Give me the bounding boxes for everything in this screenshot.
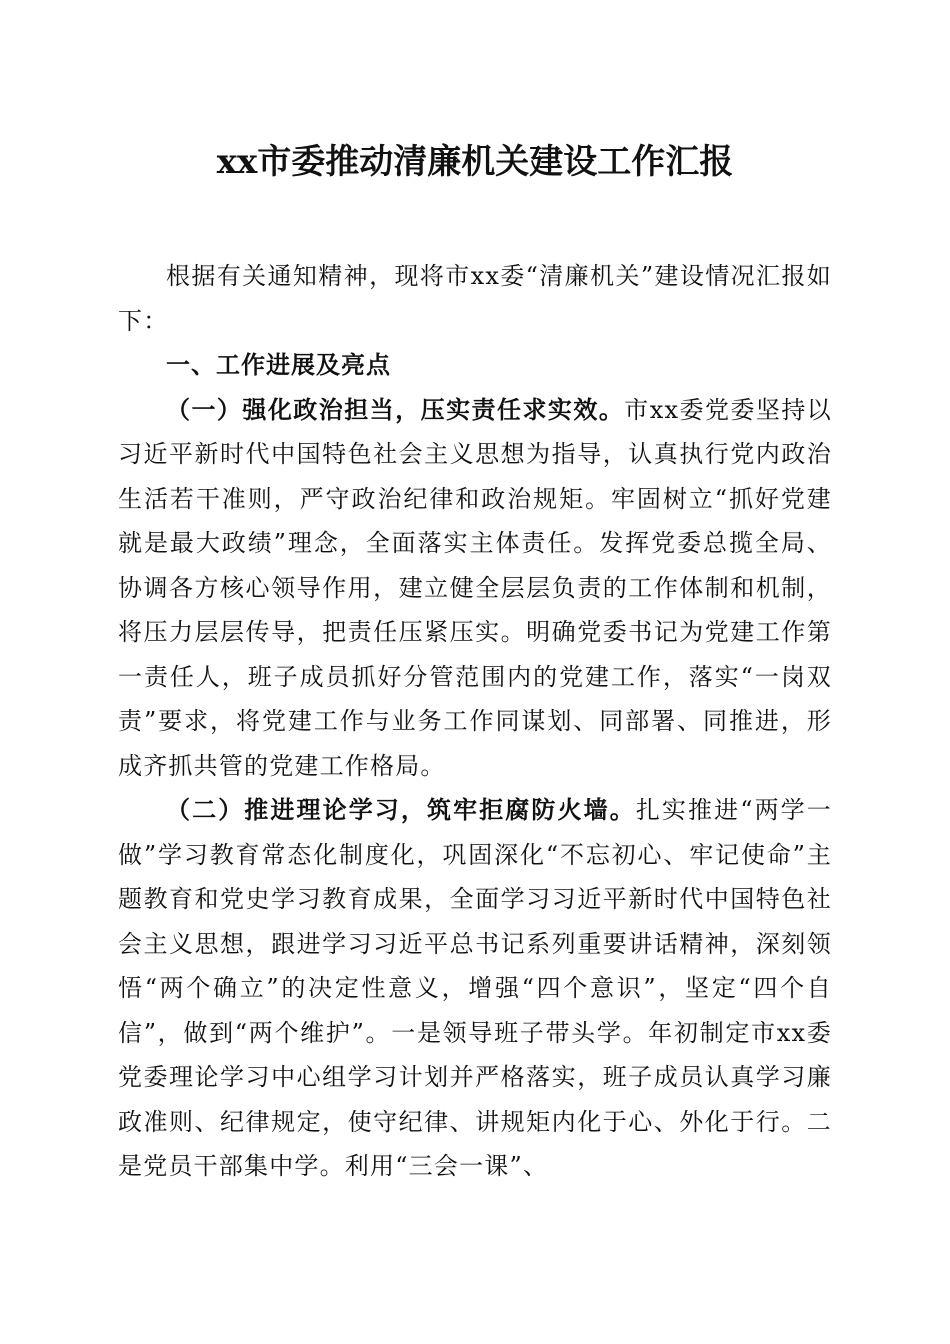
section-1-item-1-paragraph: [118, 388, 832, 789]
section-1-item-2-paragraph: [118, 788, 832, 1189]
item-1-body: 市xx委党委坚持以习近平新时代中国特色社会主义思想为指导，认真执行党内政治生活若干准则，严守政治纪律和政治规矩。牢固树立“抓好党建就是最大政绩”理念，全面落实主体责任。发挥党委总揽全局、协调各方核心领导作用，建立健全层层负责的工作体制和机制，将压力层层传导，把责任压紧压实。明确党委书记为党建工作第一责任人，班子成员抓好分管范围内的党建工作，落实“一岗双责”要求，将党建工作与业务工作同谋划、同部署、同推进，形成齐抓共管的党建工作格局。: [118, 395, 832, 780]
intro-paragraph: 根据有关通知精神，现将市xx委“清廉机关”建设情况汇报如下：: [118, 262, 832, 335]
item-1-lead: （一）强化政治担当，压实责任求实效。: [166, 394, 625, 424]
section-1-heading: 一、工作进展及亮点: [166, 351, 391, 379]
item-2-lead: （二）推进理论学习，筑牢拒腐防火墙。: [166, 795, 636, 824]
item-2-body: 扎实推进“两学一做”学习教育常态化制度化，巩固深化“不忘初心、牢记使命”主题教育和党史学习教育成果，全面学习习近平新时代中国特色社会主义思想，跟进学习习近平总书记系列重要讲话精神，深刻领悟“两个确立”的决定性意义，增强“四个意识”，坚定“四个自信”，做到“两个维护”。一是领导班子带头学。年初制定市xx委党委理论学习中心组学习计划并严格落实，班子成员认真学习廉政准则、纪律规定，使守纪律、讲规矩内化于心、外化于行。二是党员干部集中学。利用“三会一课”、: [118, 796, 832, 1180]
document-title: xx市委推动清廉机关建设工作汇报: [216, 142, 734, 182]
